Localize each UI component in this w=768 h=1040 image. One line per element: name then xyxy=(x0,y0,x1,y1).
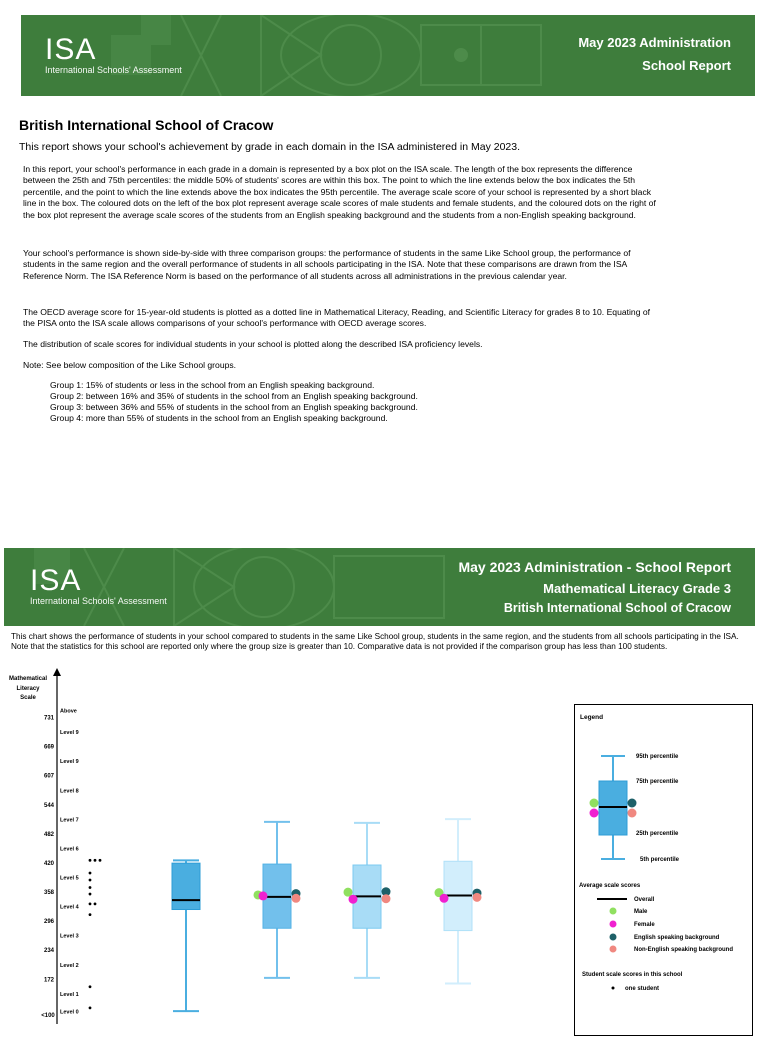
y-axis-arrow xyxy=(53,668,61,676)
box-group xyxy=(435,819,482,983)
male-average-dot xyxy=(344,888,353,897)
level-label: Level 6 xyxy=(60,846,79,853)
group-item: Group 2: between 16% and 35% of students in the school from an English speaking background. xyxy=(50,391,418,401)
legend-avg-title: Average scale scores xyxy=(579,883,641,889)
y-tick-label: 234 xyxy=(43,948,54,955)
y-tick-label-bottom: <100 xyxy=(41,1013,55,1019)
paragraph-comparison: Your school's performance is shown side-by-side with three comparison groups: the performance of students in the same Like School group, the performance of students in the same region and the overall performance of students in all schools participating in the ISA. Note that these comparisons are drawn from the ISA Reference Norm. The ISA Reference Norm is based on the performance of all students across all administrations in the previous calendar year. xyxy=(23,248,631,281)
banner-report-type: School Report xyxy=(642,58,731,73)
legend-female-dot xyxy=(590,809,599,818)
iqr-box xyxy=(172,863,200,909)
student-score-dot xyxy=(89,893,92,896)
chart-boxes xyxy=(172,819,482,1011)
y-tick-label: 669 xyxy=(43,744,54,751)
level-label: Level 5 xyxy=(60,875,79,882)
chart-axis xyxy=(9,668,80,1024)
legend-esb: English speaking background xyxy=(634,935,720,941)
banner-domain-grade: Mathematical Literacy Grade 3 xyxy=(543,581,731,596)
nesb-average-dot xyxy=(382,894,391,903)
banner-administration: May 2023 Administration - School Report xyxy=(458,559,731,575)
legend-graphics xyxy=(575,705,752,1035)
iqr-box xyxy=(353,865,381,928)
legend-title: Legend xyxy=(580,714,604,721)
legend-p75: 75th percentile xyxy=(636,779,679,785)
logo-subtitle: International Schools' Assessment xyxy=(45,65,182,75)
student-score-dot xyxy=(89,913,92,916)
level-label: Level 2 xyxy=(60,962,79,969)
student-score-dot xyxy=(89,859,92,862)
female-average-dot xyxy=(440,894,449,903)
iqr-box xyxy=(444,861,472,930)
report-banner xyxy=(21,15,755,96)
logo-subtitle: International Schools' Assessment xyxy=(30,596,167,606)
legend-nesb-dot xyxy=(628,809,637,818)
legend-female: Female xyxy=(634,922,655,928)
level-label: Level 0 xyxy=(60,1009,79,1016)
female-average-dot xyxy=(259,891,268,900)
level-label: Level 3 xyxy=(60,933,79,940)
student-score-dot xyxy=(89,872,92,875)
student-score-dot xyxy=(94,859,97,862)
legend-p25: 25th percentile xyxy=(636,831,679,837)
student-score-dot xyxy=(99,859,102,862)
y-axis-title: Mathematical xyxy=(8,676,48,682)
iqr-box xyxy=(263,864,291,928)
legend-male-dot xyxy=(590,799,599,808)
level-label: Level 9 xyxy=(60,759,79,766)
isa-logo xyxy=(45,35,182,75)
chart-description: This chart shows the performance of students in your school compared to students in the same Like School group, students in the same region, and the students from all schools participating in the ISA. Note that the statistics for this school are reported only where the group size is greater than 10. Comparative data is not provided if the comparison group has less than 100 students. xyxy=(11,632,739,652)
student-score-dot xyxy=(89,1006,92,1009)
student-score-dot xyxy=(89,879,92,882)
legend-esb-dot xyxy=(628,799,637,808)
nesb-average-dot xyxy=(292,894,301,903)
box-group xyxy=(344,823,391,978)
logo-text: ISA xyxy=(45,33,97,66)
intro-text: This report shows your school's achievement by grade in each domain in the ISA administered in May 2023. xyxy=(19,141,521,153)
legend-p5: 5th percentile xyxy=(640,857,680,863)
isa-logo xyxy=(30,566,167,606)
y-tick-label: 420 xyxy=(43,861,54,868)
esb-average-dot xyxy=(382,887,391,896)
paragraph-distribution: The distribution of scale scores for individual students in your school is plotted along the described ISA proficiency levels. xyxy=(23,339,483,349)
paragraph-note: Note: See below composition of the Like School groups. xyxy=(23,360,237,370)
student-score-dot xyxy=(89,902,92,905)
legend-male: Male xyxy=(634,909,648,915)
level-label: Level 8 xyxy=(60,788,79,795)
y-axis-title: Scale xyxy=(20,695,36,701)
chart-legend xyxy=(574,704,753,1036)
chart-banner xyxy=(4,548,755,626)
student-dots xyxy=(89,859,102,1009)
box-group xyxy=(254,822,301,978)
esb-average-dot xyxy=(292,889,301,898)
student-score-dot xyxy=(94,902,97,905)
group-item: Group 4: more than 55% of students in the school from an English speaking background. xyxy=(50,413,388,423)
female-average-dot xyxy=(349,895,358,904)
legend-female-swatch xyxy=(610,921,617,928)
legend-overall: Overall xyxy=(634,897,655,903)
level-label: Level 7 xyxy=(60,817,79,824)
male-average-dot xyxy=(435,888,444,897)
paragraph-boxplot: In this report, your school's performance in each grade in a domain is represented by a box plot on the ISA scale. The length of the box represents the difference between the 25th and 75th percentiles: the middle 50% of students' scores are within this box. The point to which the line extends below the box indicates the 5th percentile, and the point to which the line extends above the box indicates the 95th percentile. The average scale score of your school is represented by a short black line in the box. The coloured dots on the left of the box plot represent average scale scores of male students and female students, and the coloured dots on the right of the box plot represent the average scale scores of the students from an English speaking background and the students from a non-English speaking background. xyxy=(23,164,656,220)
y-axis-title: Literacy xyxy=(16,686,40,692)
paragraph-oecd: The OECD average score for 15-year-old students is plotted as a dotted line in Mathematical Literacy, Reading, and Scientific Literacy for grades 8 to 10. Equating of the PISA onto the ISA scale allows comparisons of your school's performance with OECD average scores. xyxy=(23,307,651,329)
level-label: Above xyxy=(60,708,77,715)
school-name: British International School of Cracow xyxy=(19,117,274,133)
legend-p95: 95th percentile xyxy=(636,754,679,760)
legend-nesb-swatch xyxy=(610,946,617,953)
legend-one-student: one student xyxy=(625,986,659,992)
student-score-dot xyxy=(89,886,92,889)
group-item: Group 1: 15% of students or less in the school from an English speaking background. xyxy=(50,380,375,390)
group-item: Group 3: between 36% and 55% of students in the school from an English speaking background. xyxy=(50,402,418,412)
box-group xyxy=(172,860,200,1011)
y-tick-label: 482 xyxy=(43,832,54,839)
banner-administration: May 2023 Administration xyxy=(578,35,731,50)
legend-students-title: Student scale scores in this school xyxy=(582,972,683,978)
legend-esb-swatch xyxy=(610,934,617,941)
male-average-dot xyxy=(254,890,263,899)
y-tick-label: 296 xyxy=(43,919,54,926)
level-label: Level 9 xyxy=(60,730,79,737)
legend-student-dot xyxy=(612,987,615,990)
student-score-dot xyxy=(89,985,92,988)
y-tick-label: 172 xyxy=(43,977,54,984)
legend-nesb: Non-English speaking background xyxy=(634,947,734,953)
nesb-average-dot xyxy=(473,893,482,902)
legend-male-swatch xyxy=(610,908,617,915)
logo-text: ISA xyxy=(30,564,82,597)
level-label: Level 1 xyxy=(60,991,79,998)
level-label: Level 4 xyxy=(60,904,79,911)
banner-school-name: British International School of Cracow xyxy=(503,601,731,615)
y-tick-label: 544 xyxy=(43,803,54,810)
y-tick-label: 358 xyxy=(43,890,54,897)
y-tick-label: 731 xyxy=(43,715,54,722)
esb-average-dot xyxy=(473,889,482,898)
y-tick-label: 607 xyxy=(43,773,54,780)
